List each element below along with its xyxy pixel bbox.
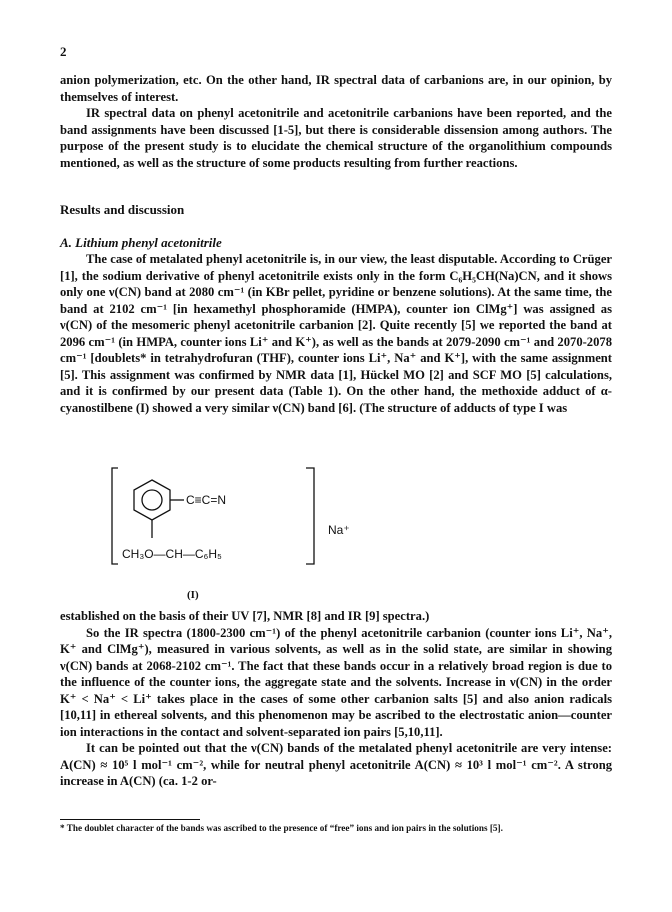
page-number: 2	[60, 44, 67, 59]
paragraph-d: It can be pointed out that the ν(CN) bands of the metalated phenyl acetonitrile are very intense: A(CN) ≈ 10⁵ l mol⁻¹ cm⁻², while for neutral phenyl acetonitrile A(CN) ≈ 10³ l mol⁻¹ cm⁻². A strong increase in A(CN) (ca. 1-2 or-	[60, 741, 612, 788]
section-heading: Results and discussion	[60, 202, 185, 217]
right-bracket	[306, 468, 314, 564]
chemical-structure-diagram	[110, 462, 360, 582]
paragraph-bcd-block	[60, 608, 612, 790]
footnote: * The doublet character of the bands was ascribed to the presence of “free” ions and ion pairs in the solutions [5].	[60, 823, 503, 833]
intro-paragraph-1: anion polymerization, etc. On the other hand, IR spectral data of carbanions are, in our opinion, by themselves of interest.	[60, 73, 612, 104]
intro-paragraph-2: IR spectral data on phenyl acetonitrile and acetonitrile carbanions have been reported, and the band assignments have been discussed [1-5], but there is considerable dissension among authors. The purpose of the present study is to elucidate the chemical structure of the organolithium compounds mentioned, as well as the structure of some products resulting from further reactions.	[60, 106, 612, 170]
structure-label: (I)	[187, 589, 199, 601]
nitrile-group-label: C≡C=N	[186, 493, 227, 507]
counter-ion-label: Na⁺	[328, 523, 350, 537]
paragraph-a-block	[60, 251, 612, 416]
subsection-heading: A. Lithium phenyl acetonitrile	[60, 235, 222, 250]
paragraph-c: So the IR spectra (1800-2300 cm⁻¹) of the phenyl acetonitrile carbanion (counter ions Li⁺, Na⁺, K⁺ and ClMg⁺), measured in various solvents, as well as in the solid state, are similar in showing ν(CN) bands at 2068-2102 cm⁻¹. The fact that these bands occur in a relatively broad region is due to the influence of the counter ions, the aggregate state and the solvents. Increase in ν(CN) in the order K⁺ < Na⁺ < Li⁺ takes place in the cases of some other carbanion salts [5] and also anion radicals [10,11] in ethereal solvents, and this phenomenon may be ascribed to the electrostatic anion—counter ion interactions in the contact and solvent-separated ion pairs [5,10,11].	[60, 625, 612, 739]
intro-block	[60, 72, 612, 171]
footnote-divider	[60, 819, 200, 820]
benzene-inner-ring	[142, 490, 162, 510]
left-bracket	[112, 468, 118, 564]
paragraph-b: established on the basis of their UV [7], NMR [8] and IR [9] spectra.)	[60, 609, 430, 623]
methoxy-group-label: CH₃O—CH—C₆H₅	[122, 547, 222, 561]
benzene-ring	[134, 480, 170, 520]
paragraph-a: The case of metalated phenyl acetonitrile is, in our view, the least disputable. According to Crüger [1], the sodium derivative of phenyl acetonitrile exists only in the form C₆H₅CH(Na)CN, and it shows only one ν(CN) band at 2080 cm⁻¹ (in KBr pellet, pyridine or benzene solutions). At the same time, the band at 2102 cm⁻¹ [in hexamethyl phosphoramide (HMPA), counter ion ClMg⁺] was assigned as ν(CN) of the mesomeric phenyl acetonitrile carbanion [2]. Quite recently [5] we reported the band at 2096 cm⁻¹ (in HMPA, counter ions Li⁺ and K⁺), as well as the bands at 2079-2090 cm⁻¹ and 2070-2078 cm⁻¹ [doublets* in tetrahydrofuran (THF), counter ions Li⁺, Na⁺ and K⁺], with the same assignment [5]. This assignment was confirmed by NMR data [1], Hückel MO [2] and SCF MO [5] calculations, and it is confirmed by our present data (Table 1). On the other hand, the methoxide adduct of α-cyanostilbene (I) showed a very similar ν(CN) band [6]. (The structure of adducts of type I was	[60, 252, 612, 415]
